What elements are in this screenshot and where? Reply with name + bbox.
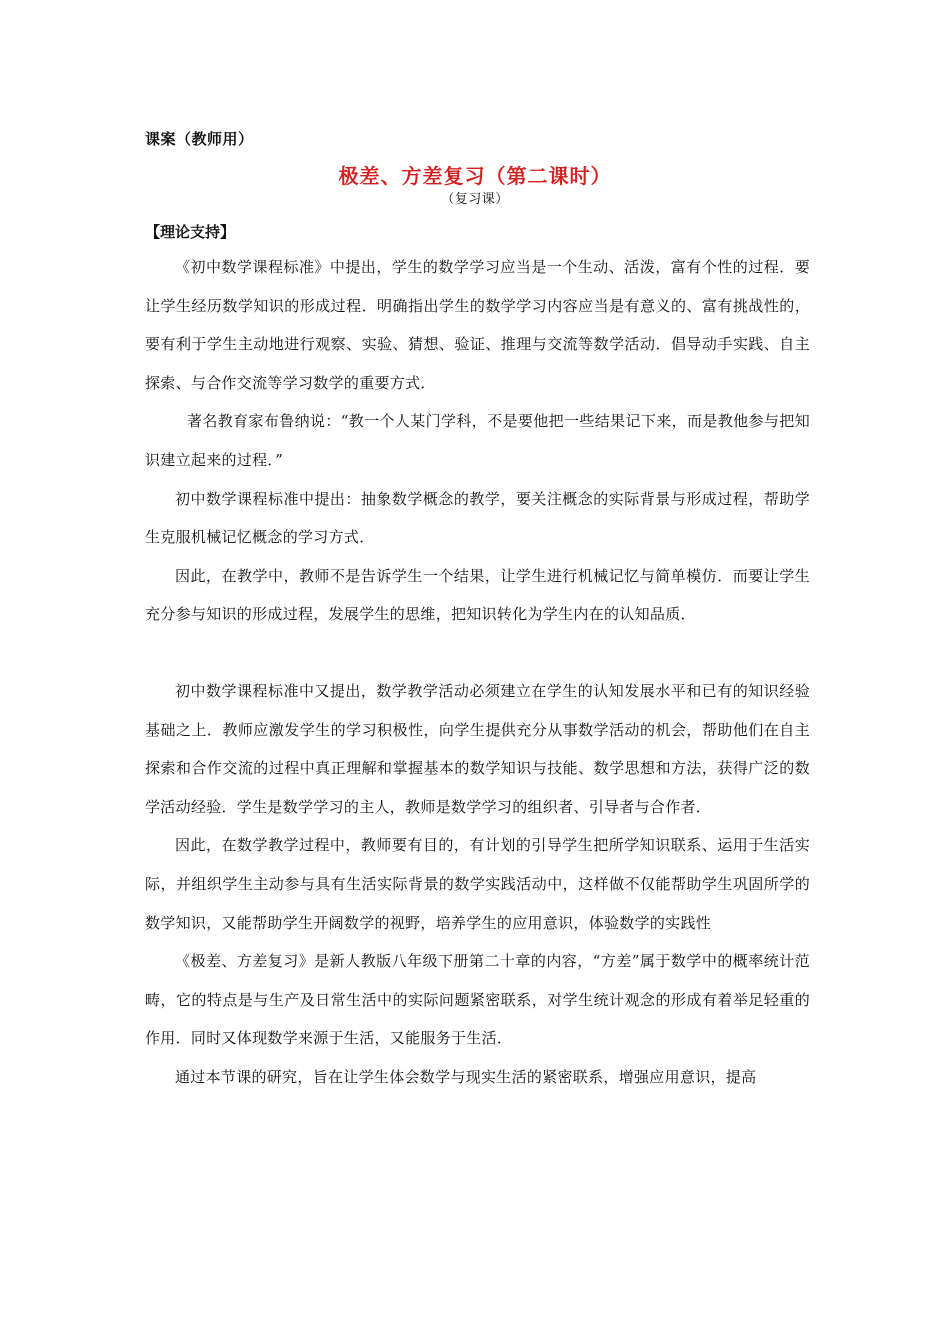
document-subtitle: （复习课） (441, 192, 509, 207)
paragraph: 初中数学课程标准中提出：抽象数学概念的教学，要关注概念的实际背景与形成过程，帮助学生克服机械记忆概念的学习方式． (145, 489, 810, 547)
body-text (145, 248, 810, 1096)
paragraph: 《极差、方差复习》是新人教版八年级下册第二十章的内容，“方差”属于数学中的概率统计范畴，它的特点是与生产及日常生活中的实际问题紧密联系，对学生统计观念的形成有着举足轻重的作用．同时又体现数学来源于生活，又能服务于生活． (145, 952, 810, 1048)
paragraph: 《初中数学课程标准》中提出，学生的数学学习应当是一个生动、活泼，富有个性的过程．要让学生经历数学知识的形成过程．明确指出学生的数学学习内容应当是有意义的、富有挑战性的，要有利于学生主动地进行观察、实验、猜想、验证、推理与交流等数学活动．倡导动手实践、自主探索、与合作交流等学习数学的重要方式． (145, 258, 810, 392)
paragraph: 因此，在教学中，教师不是告诉学生一个结果，让学生进行机械记忆与简单模仿．而要让学生充分参与知识的形成过程，发展学生的思维，把知识转化为学生内在的认知品质． (145, 566, 810, 624)
section-heading: 【理论支持】 (145, 223, 236, 241)
paragraph: 通过本节课的研究，旨在让学生体会数学与现实生活的紧密联系，增强应用意识，提高 (175, 1067, 757, 1086)
document-title: 极差、方差复习（第二课时） (338, 164, 612, 188)
header-label: 课案（教师用） (145, 130, 254, 148)
paragraph-gap (145, 634, 810, 672)
paragraph: 著名教育家布鲁纳说：“教一个人某门学科，不是要他把一些结果记下来，而是教他参与把知识建立起来的过程．” (145, 412, 810, 469)
paragraph: 初中数学课程标准中又提出，数学教学活动必须建立在学生的认知发展水平和已有的知识经验基础之上．教师应激发学生的学习积极性，向学生提供充分从事数学活动的机会，帮助他们在自主探索和合作交流的过程中真正理解和掌握基本的数学知识与技能、数学思想和方法，获得广泛的数学活动经验．学生是数学学习的主人，教师是数学学习的组织者、引导者与合作者． (145, 681, 810, 816)
paragraph: 因此，在数学教学过程中，教师要有目的，有计划的引导学生把所学知识联系、运用于生活实际，并组织学生主动参与具有生活实际背景的数学实践活动中，这样做不仅能帮助学生巩固所学的数学知识，又能帮助学生开阔数学的视野，培养学生的应用意识，体验数学的实践性 (145, 836, 810, 932)
